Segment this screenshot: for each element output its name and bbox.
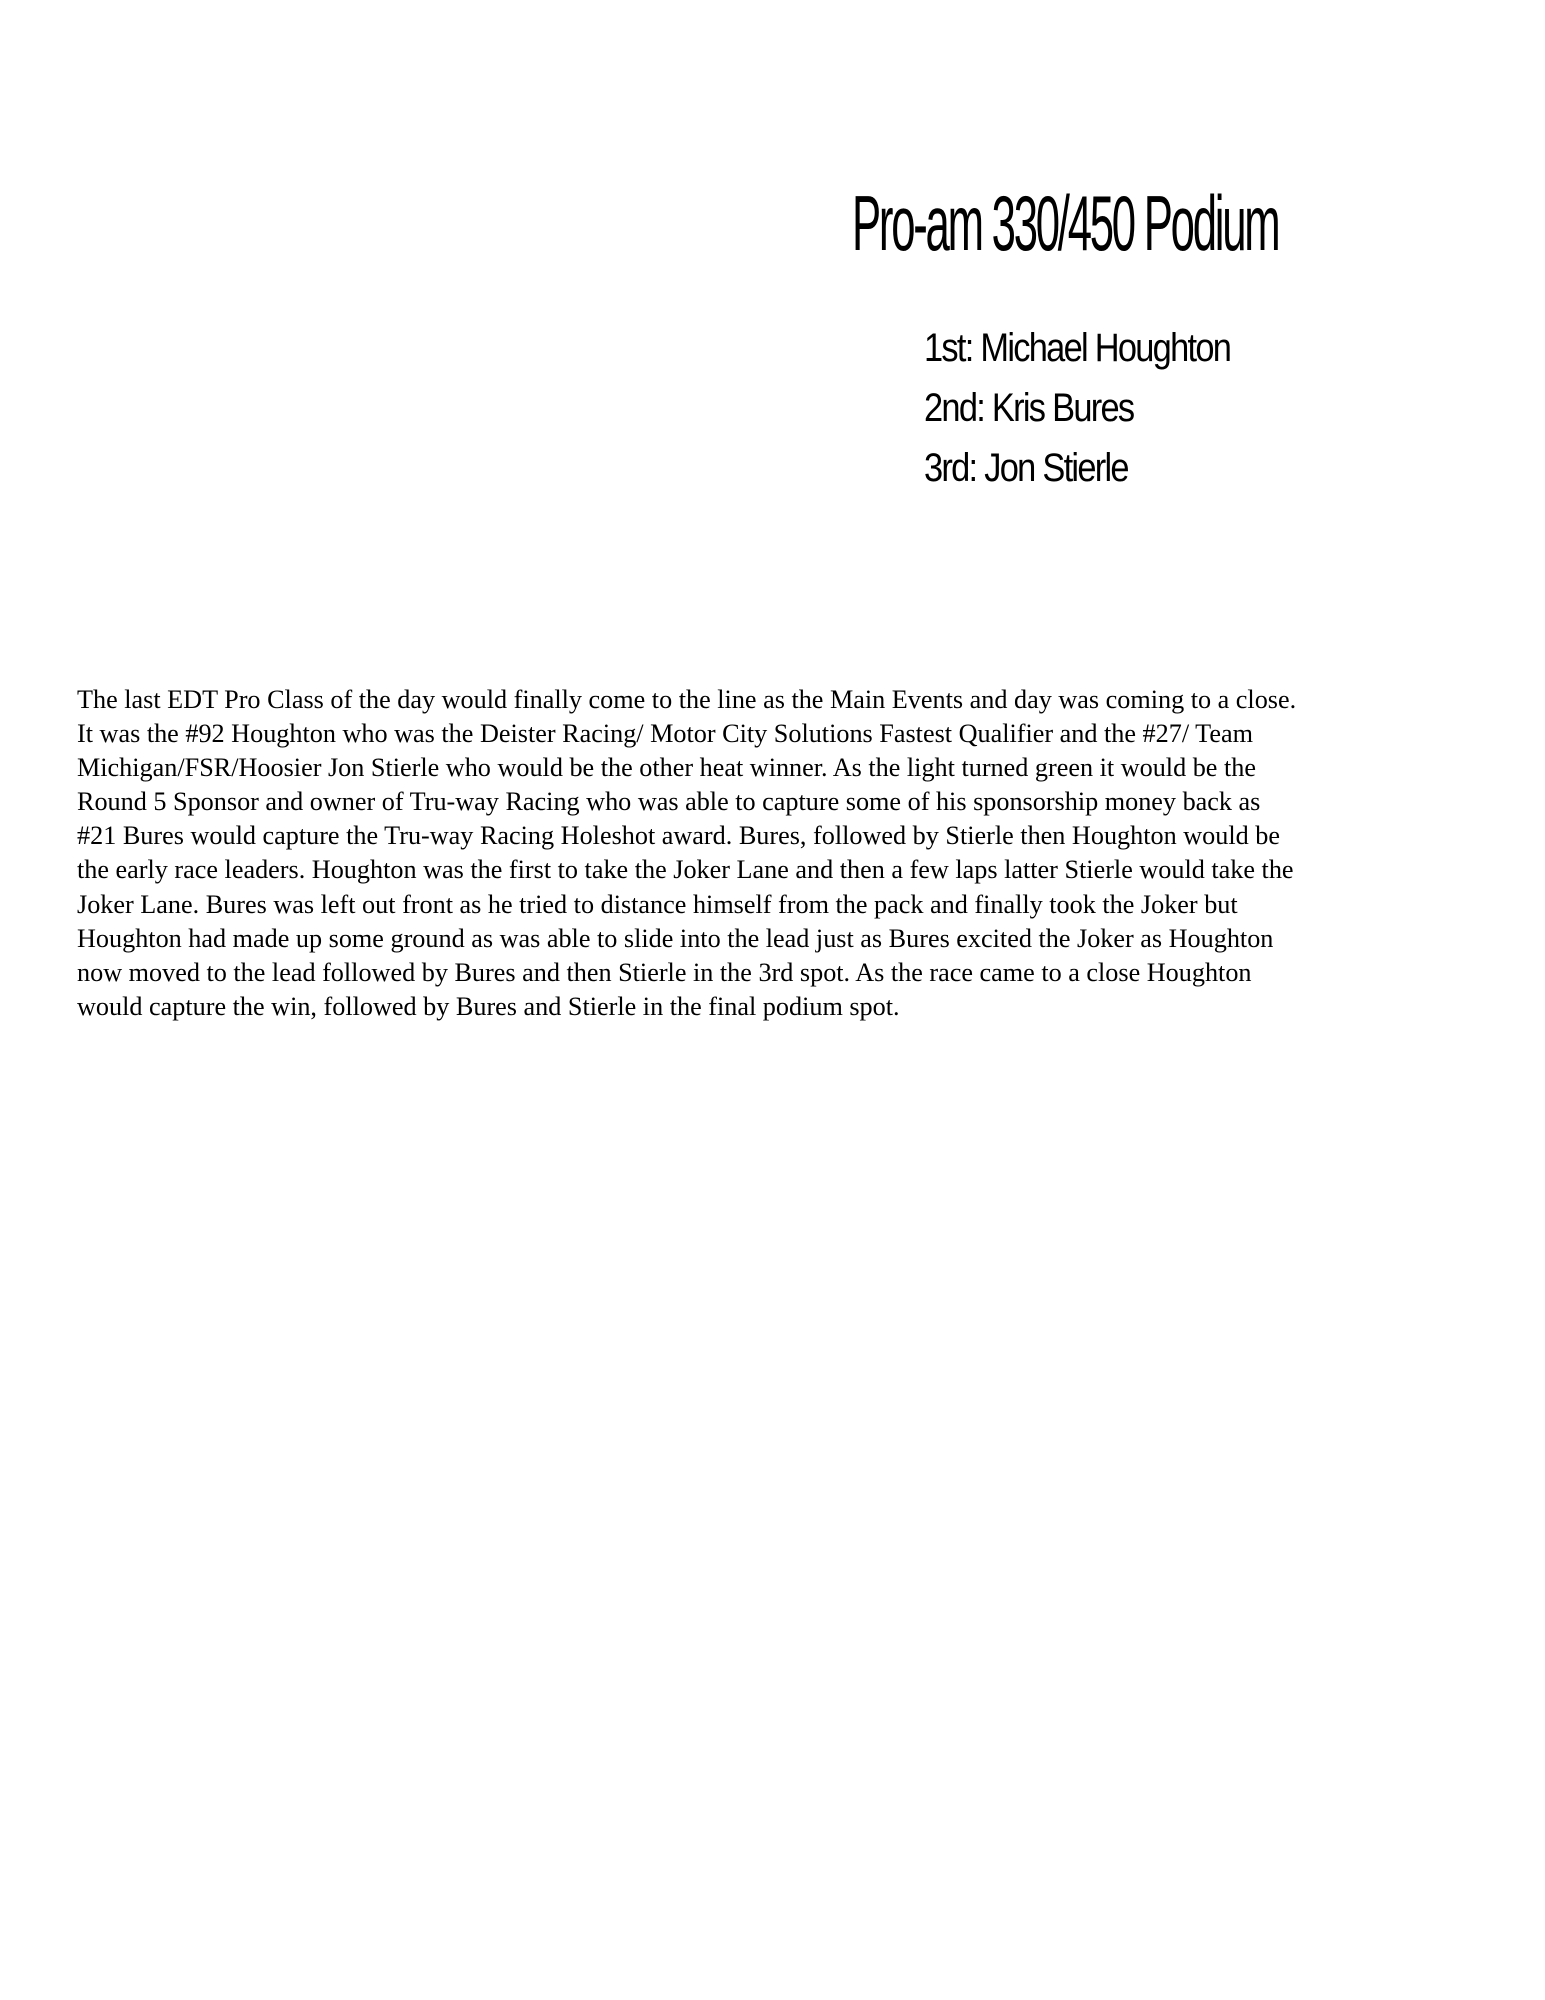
podium-results (924, 318, 1424, 498)
race-report-paragraph: The last EDT Pro Class of the day would finally come to the line as the Main Events and day was coming to a close. It was the #92 Houghton who was the Deister Racing/ Motor City Solutions Fastest Qualifier and the #27/ Team Michigan/FSR/Hoosier Jon Stierle who would be the other heat winner. As the light turned green it would be the Round 5 Sponsor and owner of Tru-way Racing who was able to capture some of his sponsorship money back as #21 Bures would capture the Tru-way Racing Holeshot award. Bures, followed by Stierle then Houghton would be the early race leaders. Houghton was the first to take the Joker Lane and then a few laps latter Stierle would take the Joker Lane. Bures was left out front as he tried to distance himself from the pack and finally took the Joker but Houghton had made up some ground as was able to slide into the lead just as Bures excited the Joker as Houghton now moved to the lead followed by Bures and then Stierle in the 3rd spot. As the race came to a close Houghton would capture the win, followed by Bures and Stierle in the final podium spot. (77, 685, 1297, 1021)
podium-title: Pro-am 330/450 Podium (852, 179, 1279, 267)
result-third-place: 3rd: Jon Stierle (924, 446, 1128, 490)
result-first-place: 1st: Michael Houghton (924, 326, 1231, 370)
result-second-place: 2nd: Kris Bures (924, 386, 1134, 430)
